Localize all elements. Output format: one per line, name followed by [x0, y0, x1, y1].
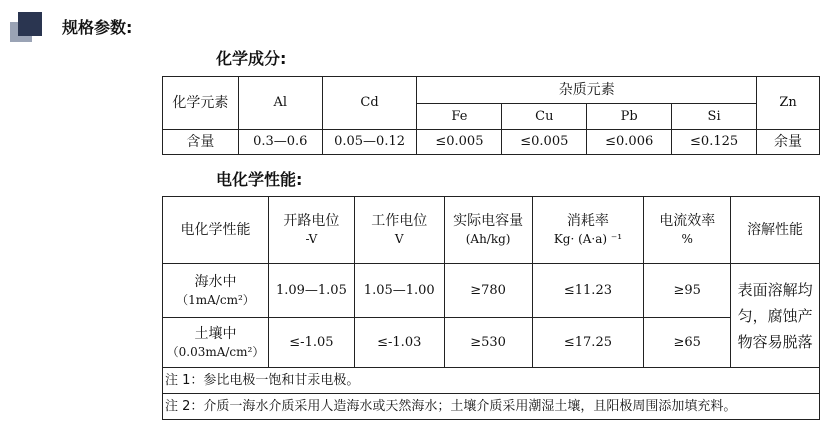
- diss-header: 溶解性能: [731, 197, 820, 264]
- ocp-label: 开路电位: [283, 213, 340, 229]
- cu-header: Cu: [502, 104, 587, 130]
- eff-header: [644, 197, 731, 264]
- dissolution-value: 表面溶解均匀，腐蚀产物容易脱落: [731, 264, 820, 368]
- seawater-wp: 1.05—1.00: [354, 264, 444, 318]
- cons-label: 消耗率: [566, 213, 609, 229]
- section-title: 规格参数:: [62, 18, 133, 37]
- wp-unit: V: [394, 232, 404, 246]
- si-header: Si: [672, 104, 757, 130]
- element-header: 化学元素: [163, 77, 239, 130]
- pb-header: Pb: [587, 104, 672, 130]
- seawater-cap: ≥780: [444, 264, 532, 318]
- soil-label: 土壤中: [194, 325, 237, 342]
- seawater-ocp: 1.09—1.05: [268, 264, 354, 318]
- soil-cons: ≤17.25: [532, 318, 644, 368]
- soil-current: （0.03mA/cm²）: [166, 344, 265, 359]
- cd-header: Cd: [322, 77, 417, 130]
- composition-table: [162, 76, 820, 155]
- cons-header: [532, 197, 644, 264]
- soil-ocp: ≤-1.05: [268, 318, 354, 368]
- content-label: 含量: [163, 130, 239, 155]
- cap-label: 实际电容量: [453, 213, 524, 229]
- seawater-medium: [163, 264, 269, 318]
- zn-value: 余量: [757, 130, 820, 155]
- soil-wp: ≤-1.03: [354, 318, 444, 368]
- wp-label: 工作电位: [371, 213, 428, 229]
- pb-value: ≤0.006: [587, 130, 672, 155]
- fe-header: Fe: [417, 104, 502, 130]
- note-1: 注 1：参比电极一饱和甘汞电极。: [163, 368, 820, 394]
- seawater-cons: ≤11.23: [532, 264, 644, 318]
- wp-header: [354, 197, 444, 264]
- zn-header: Zn: [757, 77, 820, 130]
- eff-unit: %: [681, 232, 693, 246]
- perf-header: 电化学性能: [163, 197, 269, 264]
- section-square-icon: [10, 12, 42, 42]
- ocp-unit: -V: [305, 232, 318, 246]
- cap-header: [444, 197, 532, 264]
- soil-medium: [163, 318, 269, 368]
- cons-unit: Kg· (A·a) ⁻¹: [553, 232, 623, 246]
- soil-cap: ≥530: [444, 318, 532, 368]
- seawater-label: 海水中: [194, 273, 237, 290]
- electro-title: 电化学性能:: [216, 170, 303, 189]
- al-value: 0.3—0.6: [238, 130, 322, 155]
- composition-title: 化学成分:: [216, 49, 287, 68]
- cd-value: 0.05—0.12: [322, 130, 417, 155]
- soil-eff: ≥65: [644, 318, 731, 368]
- cap-unit: (Ah/kg): [465, 232, 511, 246]
- cu-value: ≤0.005: [502, 130, 587, 155]
- si-value: ≤0.125: [672, 130, 757, 155]
- ocp-header: [268, 197, 354, 264]
- note-2: 注 2：介质一海水介质采用人造海水或天然海水；土壤介质采用潮湿土壤，且阳极周围添加填充料。: [163, 394, 820, 420]
- eff-label: 电流效率: [659, 213, 716, 229]
- seawater-current: （1mA/cm²）: [176, 292, 255, 307]
- al-header: Al: [238, 77, 322, 130]
- impurity-header: 杂质元素: [417, 77, 757, 104]
- fe-value: ≤0.005: [417, 130, 502, 155]
- seawater-eff: ≥95: [644, 264, 731, 318]
- electro-table: [162, 196, 820, 420]
